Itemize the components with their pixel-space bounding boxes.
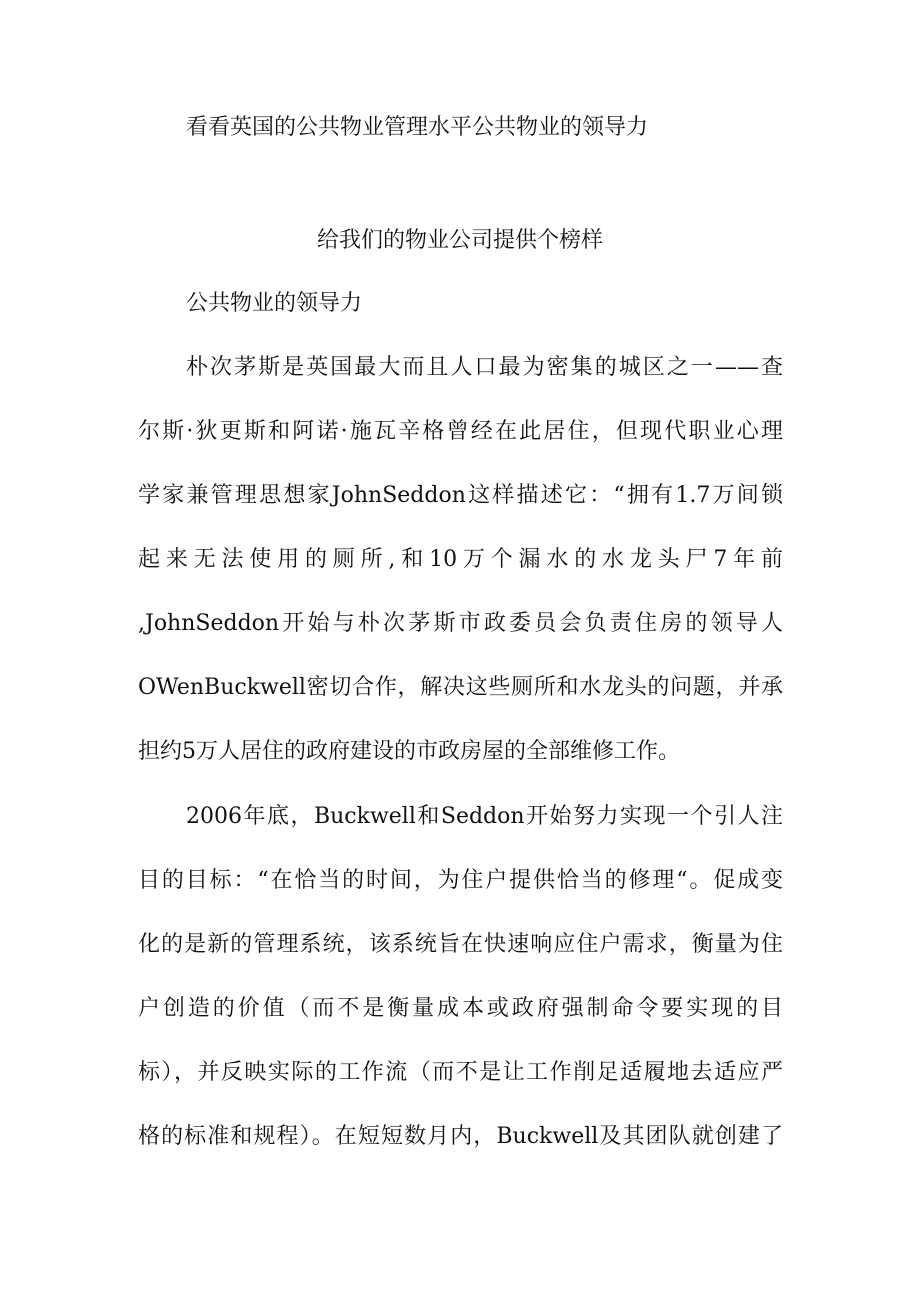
paragraph-line: 朴次茅斯是英国最大而且人口最为密集的城区之一——查 bbox=[186, 355, 783, 380]
document-heading: 看看英国的公共物业管理水平公共物业的领导力 bbox=[186, 115, 649, 140]
paragraph-line: 起来无法使用的厕所,和10万个漏水的水龙头尸7年前 bbox=[138, 547, 783, 572]
paragraph-line: 目的目标：“在恰当的时间，为住户提供恰当的修理“。促成变 bbox=[138, 868, 783, 893]
section-title: 公共物业的领导力 bbox=[186, 291, 363, 316]
paragraph-line: 格的标准和规程）。在短短数月内，Buckwell及其团队就创建了 bbox=[138, 1124, 783, 1149]
paragraph-line: 尔斯·狄更斯和阿诺·施瓦辛格曾经在此居住，但现代职业心理 bbox=[138, 419, 783, 444]
document-subheading: 给我们的物业公司提供个榜样 bbox=[316, 228, 603, 253]
paragraph-line: 标），并反映实际的工作流（而不是让工作削足适履地去适应严 bbox=[138, 1060, 783, 1085]
paragraph-line: 化的是新的管理系统，该系统旨在快速响应住户需求，衡量为住 bbox=[138, 932, 783, 957]
paragraph-line: ,JohnSeddon开始与朴次茅斯市政委员会负责住房的领导人 bbox=[138, 611, 783, 636]
paragraph-line: 担约5万人居住的政府建设的市政房屋的全部维修工作。 bbox=[138, 739, 680, 764]
paragraph-line: OWenBuckwell密切合作，解决这些厕所和水龙头的问题，并承 bbox=[138, 675, 783, 700]
paragraph-line: 学家兼管理思想家JohnSeddon这样描述它：“拥有1.7万间锁 bbox=[138, 483, 783, 508]
paragraph-line: 户创造的价值（而不是衡量成本或政府强制命令要实现的目 bbox=[138, 996, 783, 1021]
paragraph-line: 2006年底，Buckwell和Seddon开始努力实现一个引人注 bbox=[186, 804, 783, 829]
